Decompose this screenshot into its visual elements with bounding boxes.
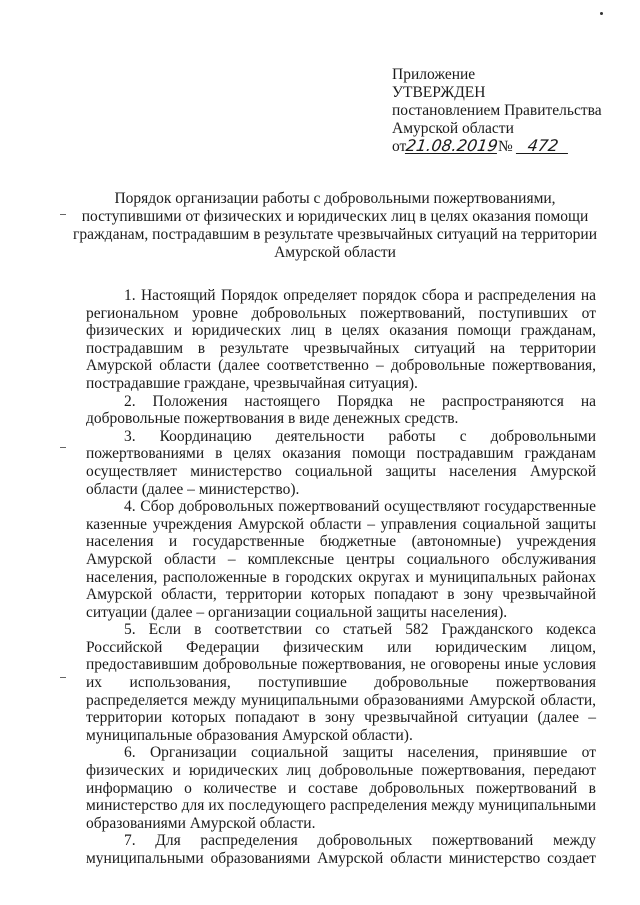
number-prefix: № [497,138,513,155]
paragraph-4: 4. Сбор добровольных пожертвований осуществляют государственные казенные учреждения Амурской области – управления социальной защиты населения и государственные бюджетные (автономные) учреждения Амурской области – комплексные центры социального обслуживания населения, расположенные в городских округах и муниципальных районах Амурской области, территории которых попадают в зону чрезвычайной ситуации (далее – организации социальной защиты населения). [86,498,596,621]
scan-speck [600,12,603,15]
resolution-label: постановлением Правительства [392,102,602,119]
date-prefix: от [392,138,407,155]
approval-block [392,66,632,156]
margin-mark [60,214,66,215]
paragraph-7: 7. Для распределения добровольных пожертвований между муниципальными образованиями Амурской области министерство создает [86,832,596,867]
document-body [86,287,596,868]
date-number-line [392,138,632,156]
document-title: Порядок организации работы с добровольными пожертвованиями, поступившими от физических и юридических лиц в целях оказания помощи гражданам, пострадавшим в результате чрезвычайных ситуаций на территории Амурской области [72,190,598,261]
paragraph-5: 5. Если в соответствии со статьей 582 Гражданского кодекса Российской Федерации физическим или юридическим лицом, предоставившим добровольные пожертвования, не оговорены иные условия их использования, поступившие добровольные пожертвования распределяется между муниципальными образованиями Амурской области, территории которых попадают в зону чрезвычайной ситуации (далее – муниципальные образования Амурской области). [86,621,596,744]
paragraph-1: 1. Настоящий Порядок определяет порядок сбора и распределения на региональном уровне добровольных пожертвований, поступивших от физических и юридических лиц в целях оказания помощи гражданам, пострадавшим в результате чрезвычайных ситуаций на территории Амурской области (далее соответственно – добровольные пожертвования, пострадавшие граждане, чрезвычайная ситуация). [86,287,596,392]
handwritten-date: 21.08.2019 [405,136,500,155]
appendix-label: Приложение [392,66,476,83]
margin-mark [60,677,66,678]
handwritten-number: 472 [515,138,569,154]
margin-mark [60,447,66,448]
paragraph-2: 2. Положения настоящего Порядка не распространяются на добровольные пожертвования в виде денежных средств. [86,392,596,428]
paragraph-3: 3. Координацию деятельности работы с добровольными пожертвованиями в целях оказания помощи пострадавшим гражданам осуществляет министерство социальной защиты населения Амурской области (далее – министерство). [86,427,596,498]
region-label: Амурской области [392,120,514,137]
approved-label: УТВЕРЖДЕН [392,84,486,101]
paragraph-6: 6. Организации социальной защиты населения, принявшие от физических и юридических лиц добровольные пожертвования, передают информацию о количестве и составе добровольных пожертвований в министерство для их последующего распределения между муниципальными образованиями Амурской области. [86,744,596,832]
